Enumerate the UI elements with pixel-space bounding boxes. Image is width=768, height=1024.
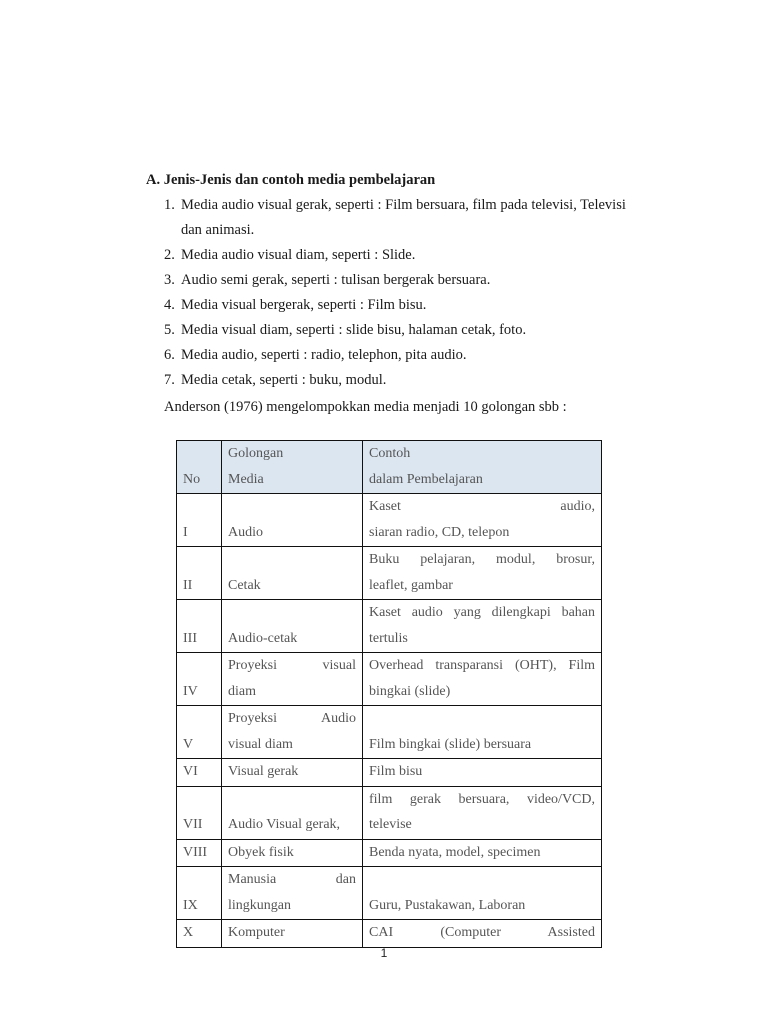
table-intro: Anderson (1976) mengelompokkan media menjadi 10 golongan sbb :	[164, 399, 567, 415]
list-item	[164, 368, 664, 393]
cell-golongan: Audio Visual gerak,	[222, 786, 363, 839]
cell-contoh: Kaset audio yang dilengkapi bahan tertulis	[363, 600, 602, 653]
media-type-list	[164, 193, 664, 393]
cell-golongan: Cetak	[222, 547, 363, 600]
section-heading: A. Jenis-Jenis dan contoh media pembelajaran	[146, 172, 436, 188]
cell-contoh: Film bingkai (slide) bersuara	[363, 706, 602, 759]
cell-contoh: Buku pelajaran, modul, brosur, leaflet, gambar	[363, 547, 602, 600]
table-row	[177, 706, 602, 759]
cell-contoh: Overhead transparansi (OHT), Film bingkai (slide)	[363, 653, 602, 706]
table-row	[177, 600, 602, 653]
cell-golongan: Proyeksi Audio visual diam	[222, 706, 363, 759]
media-classification-table	[176, 440, 602, 948]
list-number: 2.	[164, 247, 175, 263]
list-item	[164, 243, 664, 268]
cell-no: VII	[177, 786, 222, 839]
list-number: 3.	[164, 272, 175, 288]
list-text: Media audio visual diam, seperti : Slide.	[181, 247, 416, 263]
list-text: Media audio visual gerak, seperti : Film bersuara, film pada televisi, Televisi	[181, 197, 626, 213]
cell-no: X	[177, 920, 222, 948]
list-number: 6.	[164, 347, 175, 363]
cell-no: VI	[177, 759, 222, 787]
table-row	[177, 839, 602, 867]
list-text: dan animasi.	[181, 222, 255, 238]
table-row	[177, 920, 602, 948]
table-row	[177, 759, 602, 787]
cell-contoh: Kaset audio, siaran radio, CD, telepon	[363, 494, 602, 547]
cell-no: VIII	[177, 839, 222, 867]
header-no: No	[177, 441, 222, 494]
table-header-row	[177, 441, 602, 494]
cell-golongan: Audio	[222, 494, 363, 547]
cell-contoh: Film bisu	[363, 759, 602, 787]
list-text: Media audio, seperti : radio, telephon, pita audio.	[181, 347, 467, 363]
list-text: Audio semi gerak, seperti : tulisan bergerak bersuara.	[181, 272, 491, 288]
header-golongan: Golongan Media	[222, 441, 363, 494]
cell-golongan: Komputer	[222, 920, 363, 948]
list-number: 7.	[164, 372, 175, 388]
list-item	[164, 193, 664, 243]
list-text: Media visual bergerak, seperti : Film bisu.	[181, 297, 427, 313]
cell-no: IX	[177, 867, 222, 920]
cell-no: II	[177, 547, 222, 600]
cell-golongan: Visual gerak	[222, 759, 363, 787]
list-number: 5.	[164, 322, 175, 338]
table-row	[177, 547, 602, 600]
cell-no: I	[177, 494, 222, 547]
list-item	[164, 343, 664, 368]
cell-golongan: Proyeksi visual diam	[222, 653, 363, 706]
list-item	[164, 268, 664, 293]
page-number: 1	[380, 946, 388, 960]
cell-golongan: Audio-cetak	[222, 600, 363, 653]
cell-contoh: Benda nyata, model, specimen	[363, 839, 602, 867]
cell-no: V	[177, 706, 222, 759]
table-row	[177, 494, 602, 547]
cell-contoh: film gerak bersuara, video/VCD, televise	[363, 786, 602, 839]
list-item	[164, 318, 664, 343]
list-text: Media visual diam, seperti : slide bisu, halaman cetak, foto.	[181, 322, 527, 338]
table-row	[177, 653, 602, 706]
cell-no: III	[177, 600, 222, 653]
cell-no: IV	[177, 653, 222, 706]
cell-golongan: Manusia dan lingkungan	[222, 867, 363, 920]
table-row	[177, 786, 602, 839]
list-item	[164, 293, 664, 318]
cell-contoh: CAI (Computer Assisted	[363, 920, 602, 948]
cell-golongan: Obyek fisik	[222, 839, 363, 867]
list-number: 4.	[164, 297, 175, 313]
table-row	[177, 867, 602, 920]
header-contoh: Contoh dalam Pembelajaran	[363, 441, 602, 494]
cell-contoh: Guru, Pustakawan, Laboran	[363, 867, 602, 920]
list-text: Media cetak, seperti : buku, modul.	[181, 372, 387, 388]
list-number: 1.	[164, 197, 175, 213]
